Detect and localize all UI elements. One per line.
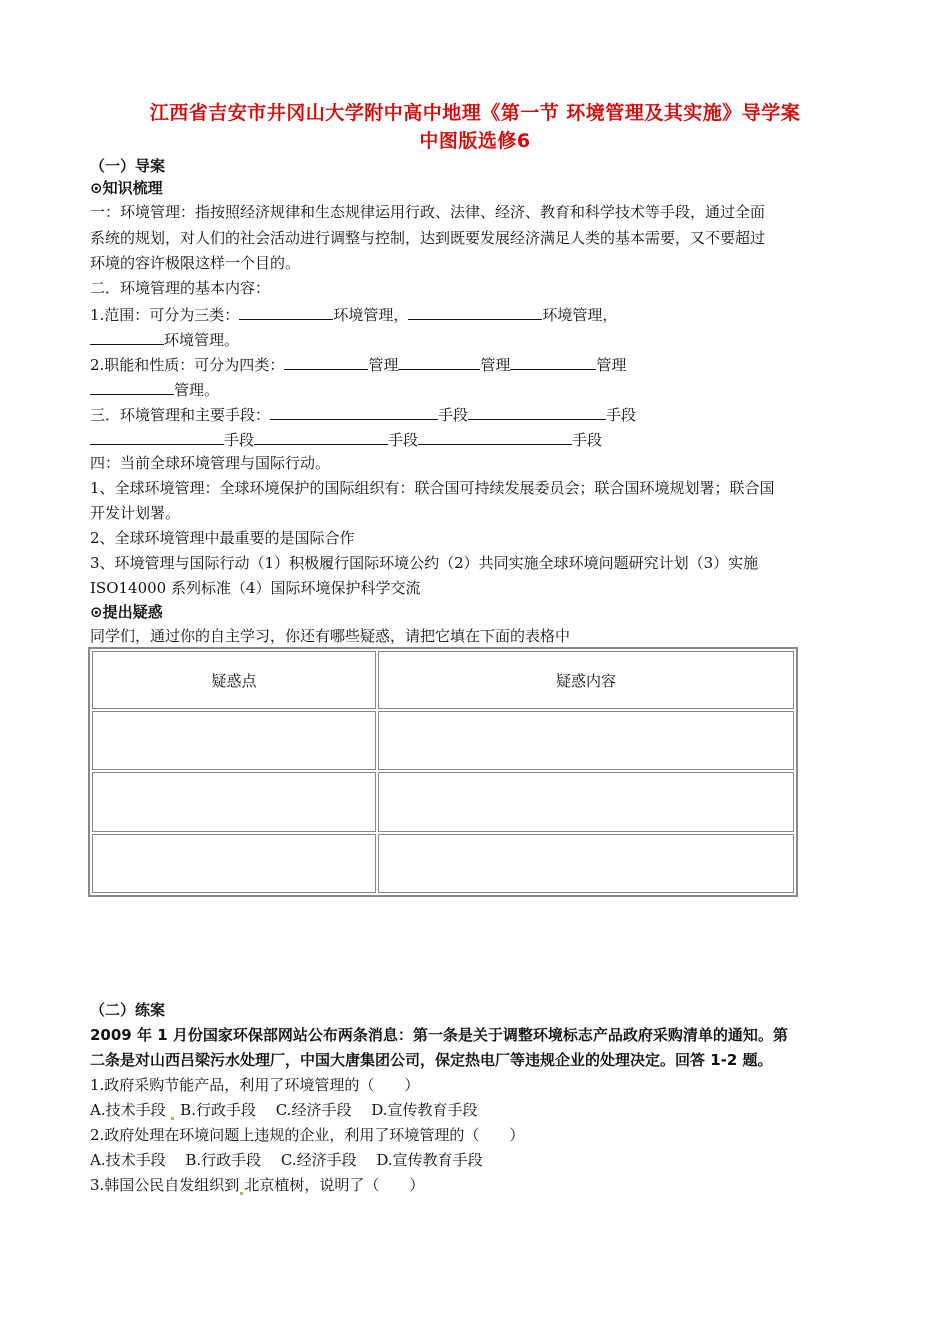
table-header-doubt-point: 疑惑点 — [92, 651, 376, 709]
doubt-instructions: 同学们，通过你的自主学习，你还有哪些疑惑，请把它填在下面的表格中 — [90, 627, 571, 645]
table-row — [92, 772, 794, 831]
scope-line — [90, 303, 617, 325]
intl-heading: 四：当前全球环境管理与国际行动。 — [90, 454, 331, 472]
table-cell[interactable] — [378, 772, 794, 831]
basic-content-heading: 二．环境管理的基本内容： — [90, 279, 271, 297]
blank-suffix: 管理 — [368, 356, 399, 374]
document-title-line1: 江西省吉安市井冈山大学附中高中地理《第一节 环境管理及其实施》导学案 — [149, 102, 801, 124]
question-1-options — [90, 1100, 477, 1120]
means-line — [90, 403, 636, 425]
intl-item-3-line-2: ISO14000 系列标准（4）国际环境保护科学交流 — [90, 579, 421, 597]
intl-item-3-line-1: 3、环境管理与国际行动（1）积极履行国际环境公约（2）共同实施全球环境问题研究计划（3）实施 — [90, 554, 759, 572]
blank-suffix: 手段 — [388, 431, 419, 449]
scan-dot — [240, 1192, 243, 1195]
guide-heading: （一）导案 — [90, 157, 166, 175]
blank-suffix: 环境管理， — [333, 306, 409, 324]
definition-line-3: 环境的容许极限这样一个目的。 — [90, 254, 301, 272]
question-2-options: A.技术手段 B.行政手段 C.经济手段 D.宣传教育手段 — [90, 1151, 483, 1169]
definition-line-2: 系统的规划，对人们的社会活动进行调整与控制，达到既要发展经济满足人类的基本需要，又不要超过 — [90, 229, 766, 247]
blank-suffix: 管理 — [480, 356, 511, 374]
fill-blank[interactable] — [284, 353, 368, 370]
table-cell[interactable] — [92, 834, 376, 893]
intl-item-2: 2、全球环境管理中最重要的是国际合作 — [90, 529, 355, 547]
intl-item-1-line-1: 1、全球环境管理：全球环境保护的国际组织有：联合国可持续发展委员会；联合国环境规划署；联合国 — [90, 479, 775, 497]
blank-suffix: 环境管理。 — [164, 331, 240, 349]
practice-intro-line-2: 二条是对山西吕梁污水处理厂，中国大唐集团公司，保定热电厂等违规企业的处理决定。回答 1-2 题。 — [90, 1051, 773, 1069]
blank-suffix: 环境管理， — [542, 306, 618, 324]
function-line-2 — [90, 378, 219, 400]
options-rest: B.行政手段 C.经济手段 D.宣传教育手段 — [180, 1101, 478, 1119]
question-3-part-a: 3.韩国公民自发组织到 — [90, 1176, 240, 1194]
table-cell[interactable] — [92, 772, 376, 831]
scope-prefix: 1.范围：可分为三类： — [90, 306, 240, 324]
option-a: A.技术手段 — [90, 1101, 166, 1119]
scan-dot — [171, 1117, 174, 1120]
blank-suffix: 手段 — [224, 431, 255, 449]
document-title-line2: 中图版选修6 — [419, 130, 531, 152]
table-cell[interactable] — [378, 834, 794, 893]
fill-blank[interactable] — [510, 353, 596, 370]
fill-blank[interactable] — [398, 353, 480, 370]
table-row — [92, 834, 794, 893]
fill-blank[interactable] — [254, 428, 388, 445]
means-line-2 — [90, 428, 602, 450]
fill-blank[interactable] — [90, 378, 174, 395]
intl-item-1-line-2: 开发计划署。 — [90, 504, 181, 522]
blank-suffix: 手段 — [438, 406, 469, 424]
blank-suffix: 手段 — [606, 406, 637, 424]
practice-heading: （二）练案 — [90, 1001, 166, 1019]
table-cell[interactable] — [378, 711, 794, 770]
table-header-doubt-content: 疑惑内容 — [378, 651, 794, 709]
function-line — [90, 353, 626, 375]
fill-blank[interactable] — [408, 303, 542, 320]
blank-suffix: 管理。 — [174, 381, 220, 399]
practice-intro-line-1: 2009 年 1 月份国家环保部网站公布两条消息：第一条是关于调整环境标志产品政府采购清单的通知。第 — [90, 1026, 788, 1044]
table-header-row — [92, 651, 794, 709]
scope-line-2 — [90, 328, 239, 350]
fill-blank[interactable] — [90, 328, 164, 345]
fill-blank[interactable] — [418, 428, 572, 445]
fill-blank[interactable] — [90, 428, 224, 445]
fill-blank[interactable] — [468, 403, 606, 420]
blank-suffix: 手段 — [572, 431, 603, 449]
function-prefix: 2.职能和性质：可分为四类： — [90, 356, 285, 374]
knowledge-heading: ⊙知识梳理 — [90, 179, 163, 197]
question-1: 1.政府采购节能产品，利用了环境管理的（ ） — [90, 1076, 420, 1094]
means-prefix: 三．环境管理和主要手段： — [90, 406, 271, 424]
question-2: 2.政府处理在环境问题上违规的企业，利用了环境管理的（ ） — [90, 1126, 525, 1144]
blank-suffix: 管理 — [596, 356, 627, 374]
definition-line-1: 一：环境管理：指按照经济规律和生态规律运用行政、法律、经济、教育和科学技术等手段，通过全面 — [90, 203, 766, 221]
doubt-table — [88, 647, 798, 897]
question-3 — [90, 1175, 424, 1195]
doubt-heading: ⊙提出疑惑 — [90, 603, 163, 621]
question-3-part-b: 北京植树，说明了（ ） — [244, 1176, 425, 1194]
table-cell[interactable] — [92, 711, 376, 770]
table-row — [92, 711, 794, 770]
fill-blank[interactable] — [239, 303, 333, 320]
fill-blank[interactable] — [270, 403, 438, 420]
